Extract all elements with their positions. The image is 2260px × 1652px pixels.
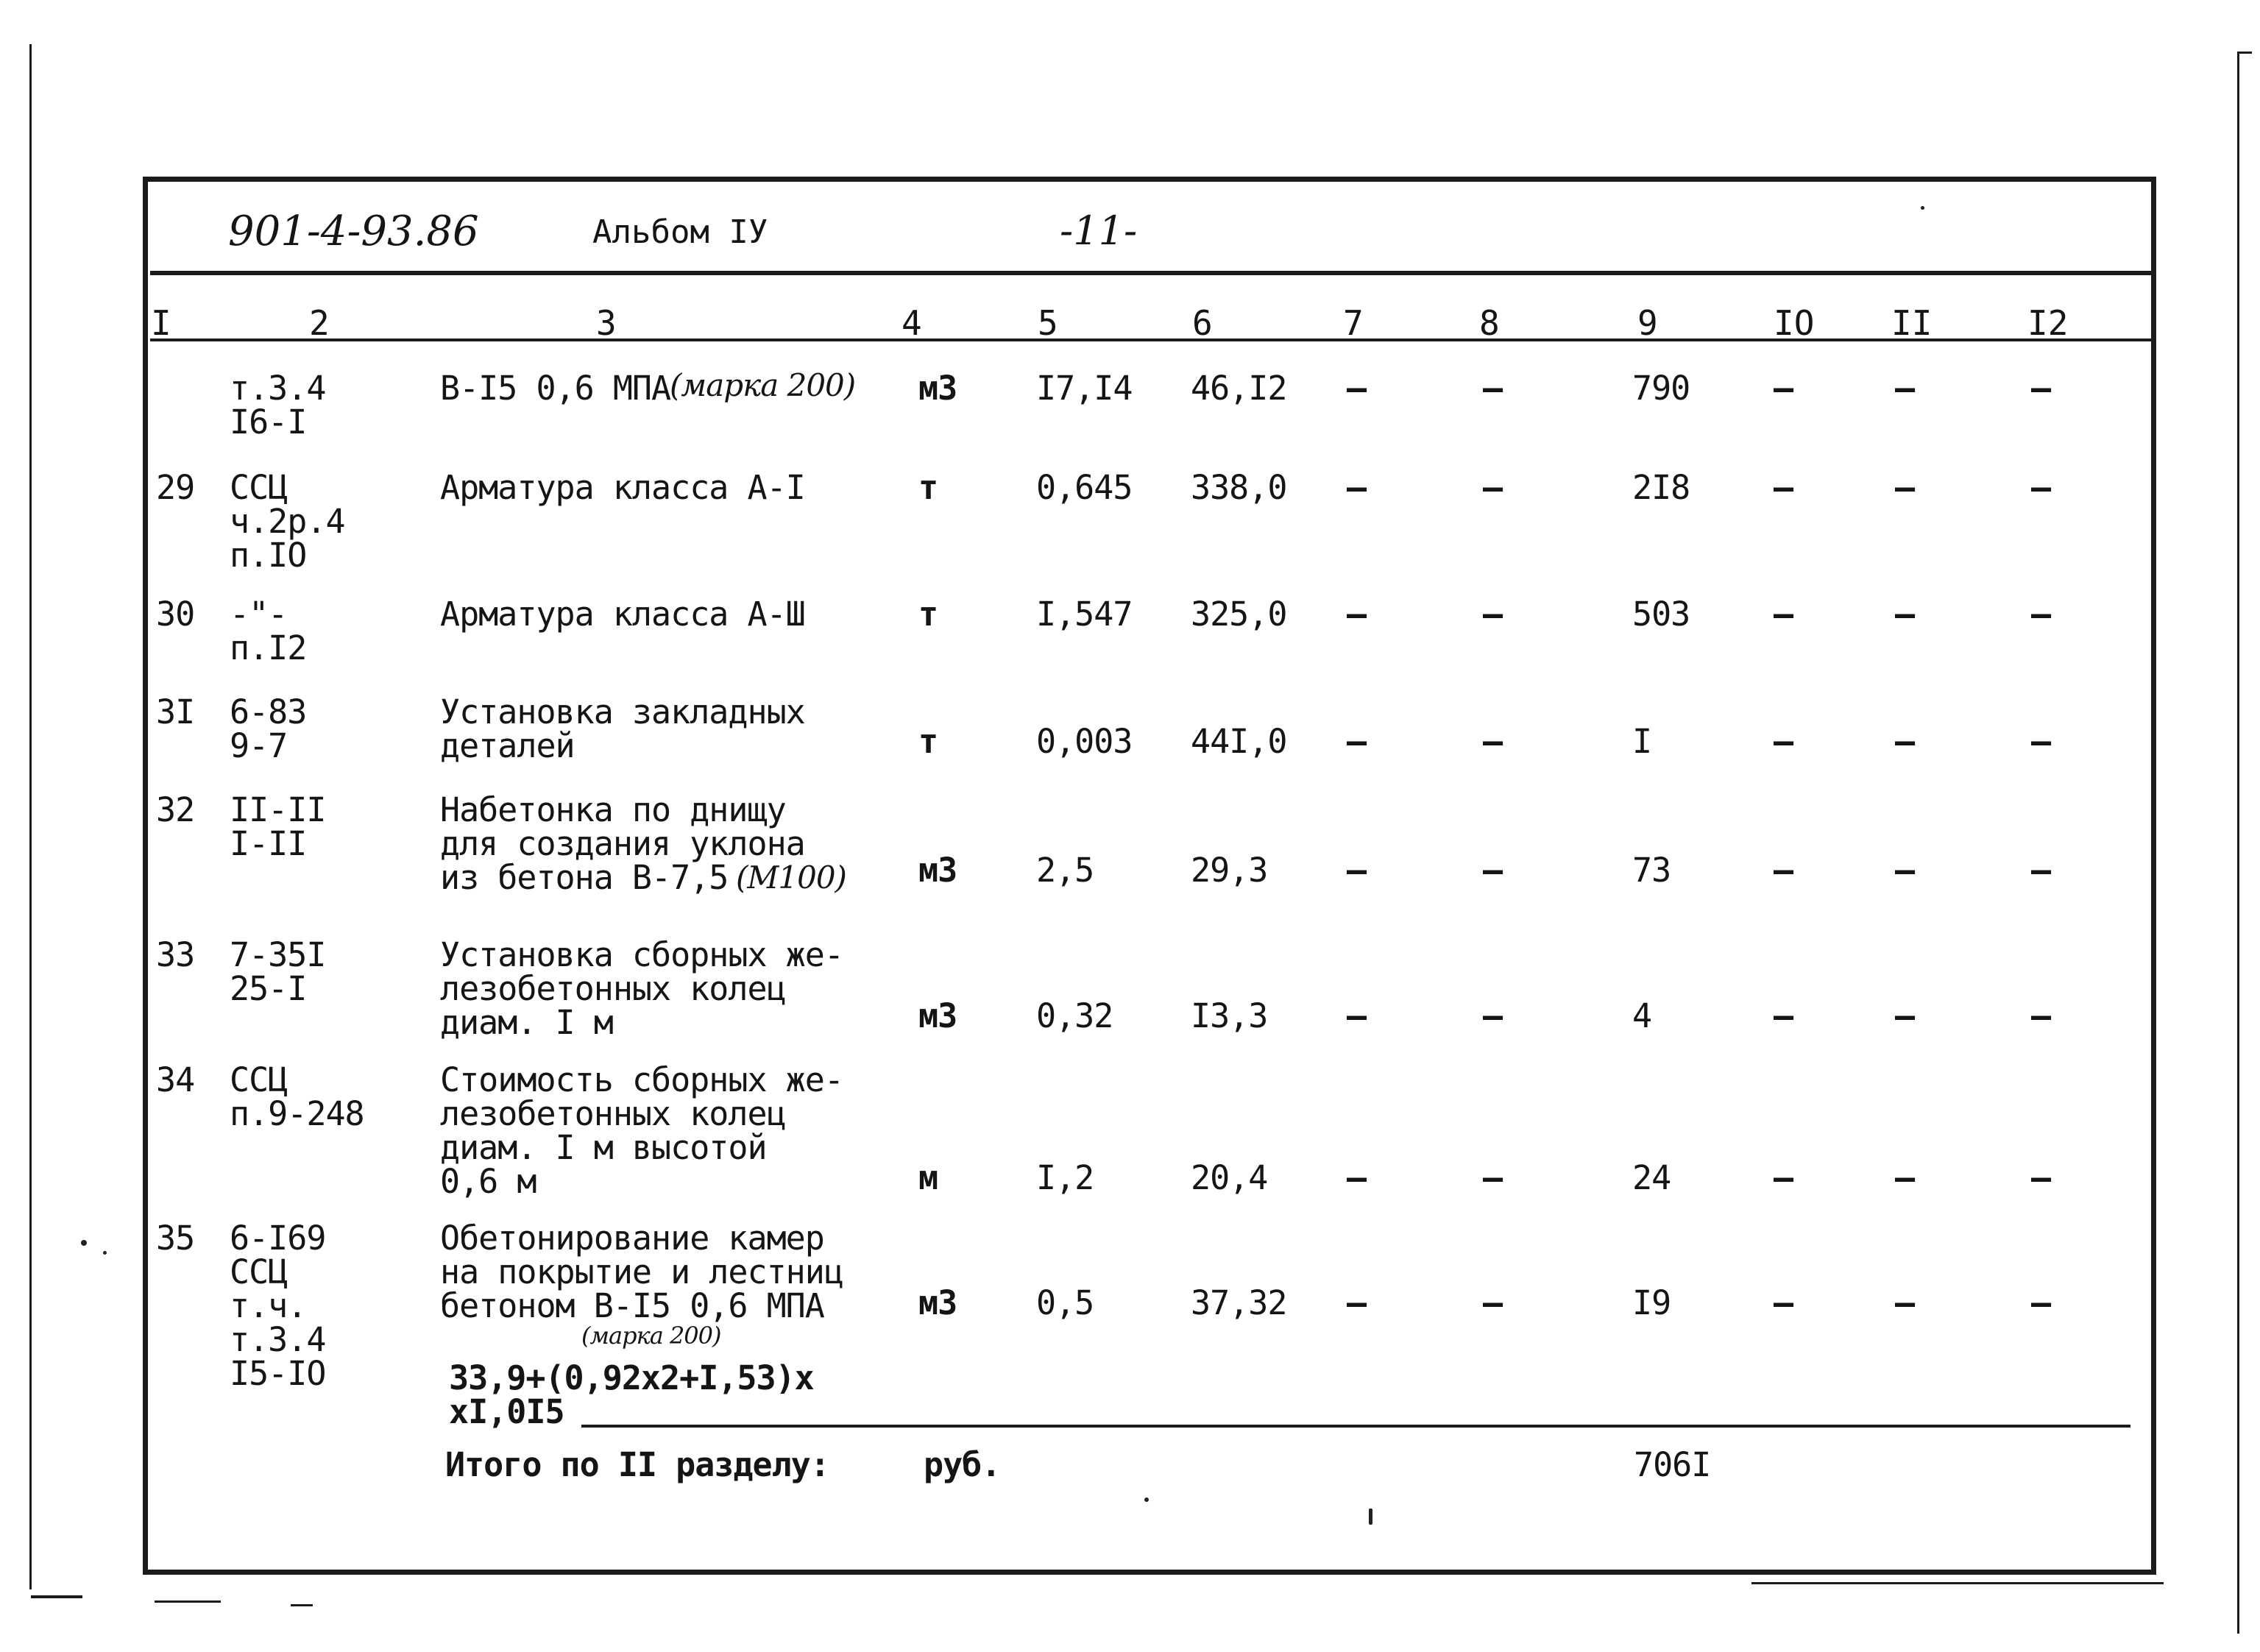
row-c12-dash: –: [2031, 595, 2051, 634]
row-code: 6-I69 ССЦ т.ч. т.3.4 I5-IО: [230, 1219, 326, 1393]
column-number: 9: [1637, 303, 1658, 343]
column-number: 8: [1479, 303, 1500, 343]
row-c11-dash: –: [1895, 851, 1915, 890]
row-unit-price: 338,0: [1191, 468, 1287, 507]
row-unit-price: 44I,0: [1191, 722, 1287, 761]
album-label: Альбом IУ: [592, 213, 768, 251]
row-c7-dash: –: [1347, 1158, 1367, 1197]
row-c11-dash: –: [1895, 1283, 1915, 1322]
row-code: -"- п.I2: [230, 595, 307, 667]
scan-speck: [81, 1240, 87, 1246]
row-c11-dash: –: [1895, 722, 1915, 761]
column-header-divider: [150, 338, 2152, 341]
row-code: т.3.4 I6-I: [230, 369, 326, 442]
row-unit-price: 46,I2: [1191, 369, 1287, 408]
row-code: ССЦ п.9-248: [230, 1060, 364, 1133]
column-number: II: [1891, 303, 1933, 343]
row-unit: т: [918, 468, 938, 507]
row-code: 7-35I 25-I: [230, 935, 326, 1008]
row-cost: 4: [1632, 996, 1652, 1035]
total-label: Итого по II разделу:: [445, 1445, 829, 1484]
row-handwritten-note: (марка 200): [670, 367, 856, 403]
row-c8-dash: –: [1483, 851, 1503, 890]
row-quantity: I,547: [1036, 595, 1133, 634]
row-code: 6-83 9-7: [230, 692, 307, 765]
row-number: 3I: [156, 692, 195, 731]
row-c10-dash: –: [1774, 996, 1793, 1035]
page-number: -11-: [1060, 208, 1138, 254]
column-number: 5: [1038, 303, 1058, 343]
row-cost: 24: [1632, 1158, 1671, 1197]
bottom-dash-1: [155, 1600, 221, 1603]
row-unit: м3: [918, 996, 957, 1035]
row-c12-dash: –: [2031, 369, 2051, 408]
left-margin-line: [29, 44, 32, 1589]
bottom-corner-mark: [31, 1595, 82, 1598]
row-c10-dash: –: [1774, 595, 1793, 634]
row-cost: 2I8: [1632, 468, 1690, 507]
row-unit-price: 325,0: [1191, 595, 1287, 634]
total-value: 706I: [1634, 1445, 1711, 1484]
row-unit-price: 29,3: [1191, 851, 1268, 890]
row-c8-dash: –: [1483, 468, 1503, 507]
column-number: I: [151, 303, 171, 343]
row-c8-dash: –: [1483, 595, 1503, 634]
scan-speck: [1144, 1497, 1149, 1502]
row-c11-dash: –: [1895, 1158, 1915, 1197]
scan-speck: [1921, 206, 1924, 210]
row-quantity: 0,32: [1036, 996, 1113, 1035]
row-description: В-I5 0,6 МПА: [440, 369, 671, 408]
row-cost: I9: [1632, 1283, 1671, 1322]
column-number: 4: [901, 303, 922, 343]
row-unit-price: 20,4: [1191, 1158, 1268, 1197]
row-c12-dash: –: [2031, 1283, 2051, 1322]
row-unit-price: I3,3: [1191, 996, 1268, 1035]
row-c12-dash: –: [2031, 468, 2051, 507]
doc-number: 901-4-93.86: [228, 208, 479, 255]
row-code: ССЦ ч.2р.4 п.IО: [230, 468, 345, 575]
row-c11-dash: –: [1895, 595, 1915, 634]
row-c10-dash: –: [1774, 1283, 1793, 1322]
row-c7-dash: –: [1347, 1283, 1367, 1322]
total-divider: [581, 1425, 2130, 1428]
row-cost: I: [1632, 722, 1652, 761]
row-c7-dash: –: [1347, 468, 1367, 507]
row-description: Арматура класса А-I: [440, 468, 805, 507]
column-number: 3: [596, 303, 617, 343]
row-c8-dash: –: [1483, 1158, 1503, 1197]
row-unit: м3: [918, 369, 957, 408]
row-description: Набетонка по днищу для создания уклона из бетона В-7,5: [440, 790, 805, 897]
row-c10-dash: –: [1774, 851, 1793, 890]
row-quantity: 0,5: [1036, 1283, 1094, 1322]
row-quantity: 0,645: [1036, 468, 1133, 507]
right-margin-line: [2237, 52, 2239, 1634]
row-unit-price: 37,32: [1191, 1283, 1287, 1322]
row-c12-dash: –: [2031, 722, 2051, 761]
row-c8-dash: –: [1483, 369, 1503, 408]
row-unit: м3: [918, 1283, 957, 1322]
row-description: Установка сборных же- лезобетонных колец диам. I м: [440, 935, 843, 1042]
scan-speck: [1369, 1509, 1372, 1525]
row-c7-dash: –: [1347, 996, 1367, 1035]
row-unit: т: [918, 595, 938, 634]
column-number: 6: [1192, 303, 1213, 343]
row-c10-dash: –: [1774, 1158, 1793, 1197]
row-c8-dash: –: [1483, 996, 1503, 1035]
row-c10-dash: –: [1774, 369, 1793, 408]
row-c12-dash: –: [2031, 996, 2051, 1035]
row-handwritten-note: (марка 200): [581, 1322, 721, 1350]
row-c11-dash: –: [1895, 996, 1915, 1035]
column-number: 2: [309, 303, 330, 343]
row-handwritten-note: (М100): [736, 859, 846, 896]
row-unit: т: [918, 722, 938, 761]
row-c7-dash: –: [1347, 851, 1367, 890]
row-c8-dash: –: [1483, 722, 1503, 761]
row-c7-dash: –: [1347, 369, 1367, 408]
row-quantity: 2,5: [1036, 851, 1094, 890]
row-c11-dash: –: [1895, 468, 1915, 507]
row-quantity: 0,003: [1036, 722, 1133, 761]
row-description: Стоимость сборных же- лезобетонных колец диам. I м высотой 0,6 м: [440, 1060, 843, 1201]
row-c7-dash: –: [1347, 595, 1367, 634]
scan-speck: [103, 1251, 107, 1255]
bottom-dash-2: [291, 1604, 313, 1606]
row-quantity: I,2: [1036, 1158, 1094, 1197]
row-cost: 790: [1632, 369, 1690, 408]
row-cost: 73: [1632, 851, 1671, 890]
row-number: 29: [156, 468, 195, 507]
row-cost: 503: [1632, 595, 1690, 634]
bottom-right-line: [1751, 1582, 2164, 1584]
header-divider: [150, 271, 2152, 275]
row-quantity: I7,I4: [1036, 369, 1133, 408]
row-c11-dash: –: [1895, 369, 1915, 408]
row-unit: м: [918, 1158, 938, 1197]
row-unit: м3: [918, 851, 957, 890]
row-description: Арматура класса А-Ш: [440, 595, 805, 634]
row-c12-dash: –: [2031, 851, 2051, 890]
row-c12-dash: –: [2031, 1158, 2051, 1197]
row-description: Установка закладных деталей: [440, 692, 805, 765]
row-code: II-II I-II: [230, 790, 326, 863]
row-number: 30: [156, 595, 195, 634]
column-number: IO: [1774, 303, 1815, 343]
row-formula: 33,9+(0,92х2+I,53)х хI,0I5: [449, 1358, 814, 1431]
row-c10-dash: –: [1774, 722, 1793, 761]
total-unit: руб.: [924, 1445, 1001, 1484]
row-number: 32: [156, 790, 195, 829]
row-number: 33: [156, 935, 195, 974]
row-c10-dash: –: [1774, 468, 1793, 507]
row-number: 35: [156, 1219, 195, 1258]
right-margin-tick: [2237, 52, 2252, 54]
row-c8-dash: –: [1483, 1283, 1503, 1322]
row-c7-dash: –: [1347, 722, 1367, 761]
column-number: I2: [2027, 303, 2069, 343]
column-number: 7: [1343, 303, 1364, 343]
row-description: Обетонирование камер на покрытие и лестниц бетоном В-I5 0,6 МПА: [440, 1219, 843, 1325]
row-number: 34: [156, 1060, 195, 1099]
